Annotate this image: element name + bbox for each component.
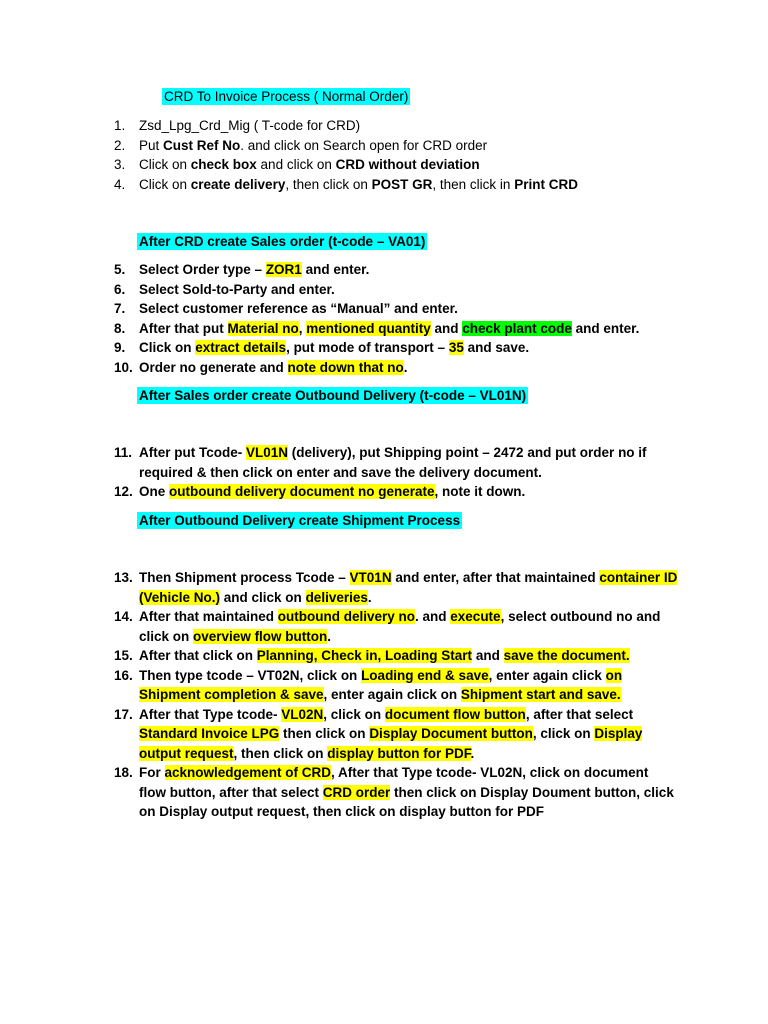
steps-list-2 <box>0 260 679 377</box>
step-text: then click on <box>279 726 370 741</box>
list-item-number: 18. <box>114 765 133 780</box>
highlighted-text: execute <box>450 609 501 624</box>
step-text: Zsd_Lpg_Crd_Mig ( T-code for CRD) <box>139 118 361 133</box>
step-text: After that click on <box>139 648 257 663</box>
highlighted-text: Standard Invoice LPG <box>139 726 280 741</box>
step-text: , note it down. <box>434 484 526 499</box>
step-text: . <box>403 359 408 375</box>
list-item <box>0 280 679 300</box>
highlighted-text: outbound delivery no <box>277 609 416 624</box>
list-item-number: 11. <box>114 445 133 460</box>
steps-list-1 <box>0 116 679 194</box>
highlighted-text: Shipment start and save. <box>460 687 621 702</box>
step-text: POST GR <box>371 176 433 192</box>
list-item <box>0 443 679 482</box>
step-text: , click on <box>532 726 595 741</box>
heading-outbound-delivery: After Sales order create Outbound Delivery (t-code – VL01N) <box>139 388 527 403</box>
step-text: then click on Display Doument button, click on Display output request, then click on display button for PDF <box>139 784 674 819</box>
step-text: , enter again click <box>488 667 606 683</box>
list-item <box>0 646 679 666</box>
step-text: After that put <box>139 320 228 336</box>
step-text: , then click on <box>285 176 372 192</box>
list-item <box>0 482 679 502</box>
step-text: and <box>472 648 504 663</box>
step-text: Select customer reference as “Manual” and enter. <box>139 301 458 316</box>
step-text: One <box>139 484 170 499</box>
highlighted-text: overview flow button <box>193 628 328 644</box>
list-item <box>0 116 679 136</box>
step-text: , then click on <box>233 745 328 761</box>
list-item-number: 16. <box>114 667 133 683</box>
list-item-number: 6. <box>114 281 126 297</box>
list-item <box>0 136 679 156</box>
step-text: , enter again click on <box>323 687 461 702</box>
list-item-number: 13. <box>114 570 133 585</box>
highlighted-text: CRD order <box>322 784 391 800</box>
step-text: . and click on Search open for CRD order <box>240 137 488 153</box>
step-text: Order no generate and <box>139 359 288 375</box>
highlighted-text: Planning, Check in, Loading Start <box>256 648 473 663</box>
step-text: (delivery), put Shipping point – 2472 and put order no if required & then click on enter and save the delivery document. <box>139 445 647 480</box>
step-text: and click on <box>220 589 306 605</box>
highlighted-text: extract details <box>195 340 287 355</box>
steps-list-3 <box>0 443 679 502</box>
step-text: CRD without deviation <box>335 157 480 172</box>
list-item <box>0 705 679 764</box>
highlighted-text: deliveries <box>305 589 368 605</box>
list-item <box>0 358 679 378</box>
step-text: After that maintained <box>139 609 278 624</box>
list-item-number: 9. <box>114 340 126 355</box>
highlighted-text: Loading end & save <box>361 667 489 683</box>
highlighted-text: on Shipment completion & save <box>139 667 623 702</box>
list-item-number: 3. <box>114 157 126 172</box>
list-item-number: 15. <box>114 648 133 663</box>
heading-sales-order: After CRD create Sales order (t-code – VA01) <box>139 234 426 249</box>
step-text: , click on <box>323 706 385 722</box>
highlighted-text: Display output request <box>139 726 643 761</box>
list-item-number: 1. <box>114 118 126 133</box>
highlighted-text: ZOR1 <box>265 262 302 277</box>
step-text: After put Tcode- <box>139 445 246 460</box>
step-text: Put <box>139 137 164 153</box>
step-text: create delivery <box>190 176 286 192</box>
list-item <box>0 260 679 280</box>
highlighted-text: note down that no <box>287 359 404 375</box>
list-item-number: 8. <box>114 320 126 336</box>
highlighted-text: save the document. <box>503 648 630 663</box>
list-item-number: 17. <box>114 706 133 722</box>
highlighted-text: mentioned quantity <box>306 320 431 336</box>
list-item-number: 7. <box>114 301 126 316</box>
highlighted-text: acknowledgement of CRD <box>164 765 332 780</box>
list-item <box>0 666 679 705</box>
highlighted-text: check plant code <box>462 320 572 336</box>
step-text: Select Sold-to-Party and enter. <box>139 281 335 297</box>
step-text: For <box>139 765 165 780</box>
highlighted-text: document flow button <box>384 706 526 722</box>
step-text: and <box>430 320 463 336</box>
step-text: , put mode of transport – <box>286 340 449 355</box>
list-item <box>0 155 679 175</box>
step-text: . <box>367 589 372 605</box>
highlighted-text: Material no <box>227 320 299 336</box>
list-item-number: 2. <box>114 137 126 153</box>
step-text: Then Shipment process Tcode – <box>139 570 350 585</box>
step-text: Print CRD <box>514 176 578 192</box>
list-item <box>0 299 679 319</box>
list-item-number: 4. <box>114 176 126 192</box>
list-item-number: 12. <box>114 484 133 499</box>
step-text: Click on <box>139 340 196 355</box>
highlighted-text: container ID (Vehicle No.) <box>139 570 678 605</box>
step-text: , <box>298 320 307 336</box>
list-item <box>0 568 679 607</box>
highlighted-text: display button for PDF <box>327 745 471 761</box>
list-item <box>0 338 679 358</box>
step-text: . <box>327 628 332 644</box>
step-text: and enter. <box>571 320 640 336</box>
highlighted-text: VL02N <box>281 706 324 722</box>
step-text: Click on <box>139 176 191 192</box>
step-text: and enter, after that maintained <box>391 570 600 585</box>
highlighted-text: Display Document button <box>369 726 533 741</box>
list-item-number: 10. <box>114 359 133 375</box>
list-item <box>0 175 679 195</box>
step-text: , select outbound no and click on <box>139 609 661 644</box>
highlighted-text: VT01N <box>349 570 392 585</box>
list-item-number: 5. <box>114 262 126 277</box>
step-text: , After that Type tcode- VL02N, click on document flow button, after that select <box>139 765 649 800</box>
step-text: Click on <box>139 157 191 172</box>
step-text: and save. <box>463 340 530 355</box>
step-text: , after that select <box>525 706 634 722</box>
step-text: and click on <box>256 157 336 172</box>
highlighted-text: VL01N <box>246 445 289 460</box>
step-text: and enter. <box>301 262 370 277</box>
list-item <box>0 763 679 822</box>
step-text: After that Type tcode- <box>139 706 282 722</box>
list-item <box>0 319 679 339</box>
heading-shipment-process: After Outbound Delivery create Shipment Process <box>139 513 461 528</box>
highlighted-text: 35 <box>448 340 464 355</box>
step-text: , then click in <box>432 176 515 192</box>
step-text: Select Order type – <box>139 262 266 277</box>
list-item <box>0 607 679 646</box>
steps-list-4 <box>0 568 679 822</box>
step-text: Cust Ref No <box>163 137 241 153</box>
list-item-number: 14. <box>114 609 133 624</box>
highlighted-text: outbound delivery document no generate <box>169 484 435 499</box>
step-text: check box <box>190 157 257 172</box>
step-text: . and <box>415 609 451 624</box>
step-text: . <box>470 745 475 761</box>
step-text: Then type tcode – VT02N, click on <box>139 667 362 683</box>
heading-crd-to-invoice: CRD To Invoice Process ( Normal Order) <box>164 89 409 104</box>
